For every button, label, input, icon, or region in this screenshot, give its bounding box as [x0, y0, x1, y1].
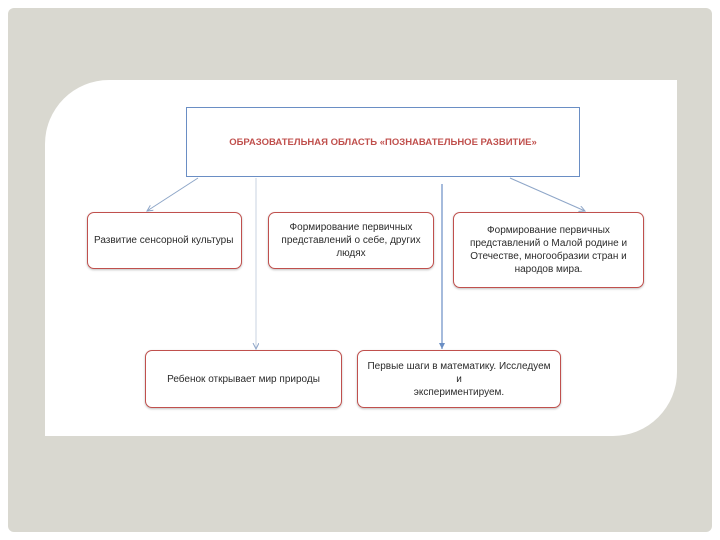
- node-math-and-experiments: Первые шаги в математику. Исследуем и экспериментируем.: [357, 350, 561, 408]
- node-homeland-and-world: Формирование первичных представлений о Малой родине и Отечестве, многообразии стран и народов мира.: [453, 212, 644, 288]
- node-self-and-others: Формирование первичных представлений о себе, других людях: [268, 212, 434, 269]
- node-sensory-culture: Развитие сенсорной культуры: [87, 212, 242, 269]
- node-nature-discovery: Ребенок открывает мир природы: [145, 350, 342, 408]
- root-node-title: ОБРАЗОВАТЕЛЬНАЯ ОБЛАСТЬ «ПОЗНАВАТЕЛЬНОЕ РАЗВИТИЕ»: [186, 107, 580, 177]
